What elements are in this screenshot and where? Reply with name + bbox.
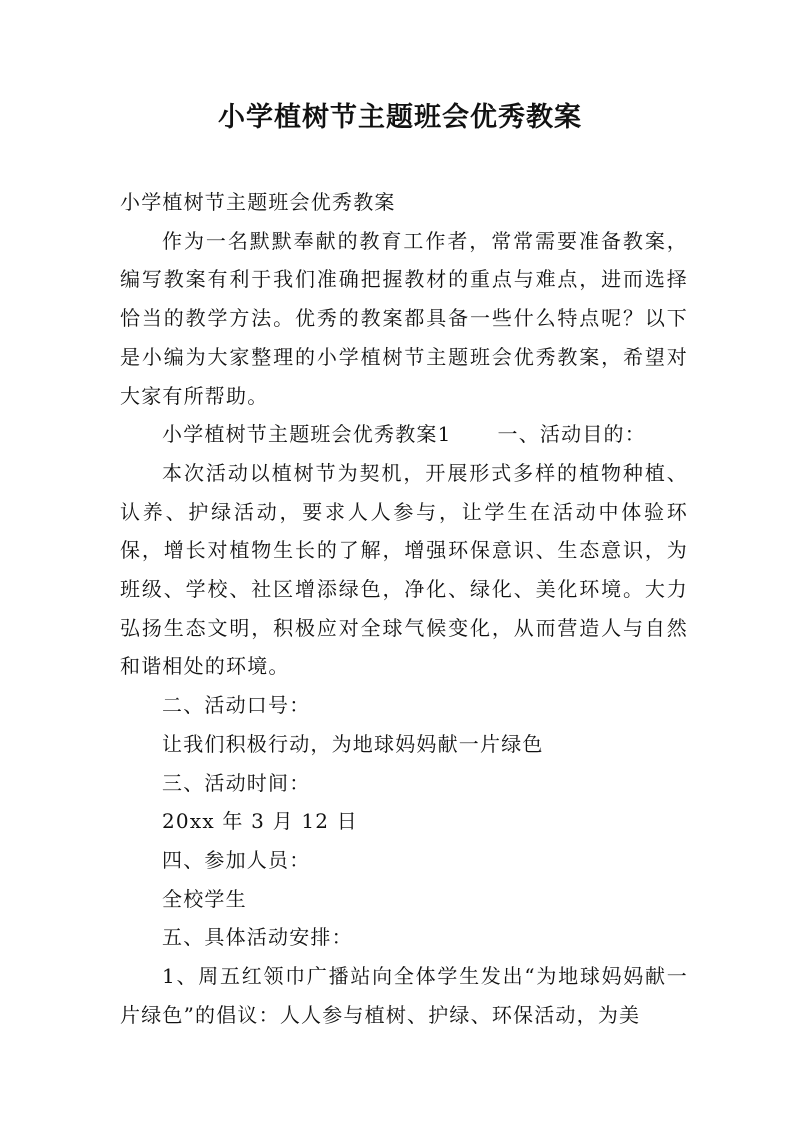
heading-slogan: 二、活动口号： [162,693,311,718]
heading-goal: 一、活动目的： [497,422,646,447]
section1-title: 小学植树节主题班会优秀教案1 [162,422,452,447]
arrange-paragraph: 1、周五红领巾广播站向全体学生发出“为地球妈妈献一片绿色”的倡议：人人参与植树、护绿、环保活动，为美 [120,964,688,1027]
heading-people: 四、参加人员： [162,847,311,872]
section1-heading-line [120,415,688,454]
subtitle-paragraph: 小学植树节主题班会优秀教案 [120,190,396,214]
intro-paragraph: 作为一名默默奉献的教育工作者，常常需要准备教案，编写教案有利于我们准确把握教材的重点与难点，进而选择恰当的教学方法。优秀的教案都具备一些什么特点呢？以下是小编为大家整理的小学植树节主题班会优秀教案，希望对大家有所帮助。 [120,228,688,408]
heading-arrange: 五、具体活动安排： [162,925,353,950]
heading-time: 三、活动时间： [162,770,311,795]
slogan-paragraph: 让我们积极行动，为地球妈妈献一片绿色 [162,731,544,756]
document-title: 小学植树节主题班会优秀教案 [218,102,582,133]
document-body [120,183,688,1034]
goal-paragraph: 本次活动以植树节为契机，开展形式多样的植物种植、认养、护绿活动，要求人人参与，让学生在活动中体验环保，增长对植物生长的了解，增强环保意识、生态意识，为班级、学校、社区增添绿色，净化、绿化、美化环境。大力弘扬生态文明，积极应对全球气候变化，从而营造人与自然和谐相处的环境。 [120,460,688,679]
people-paragraph: 全校学生 [162,886,247,911]
time-paragraph: 20xx 年 3 月 12 日 [162,809,358,834]
